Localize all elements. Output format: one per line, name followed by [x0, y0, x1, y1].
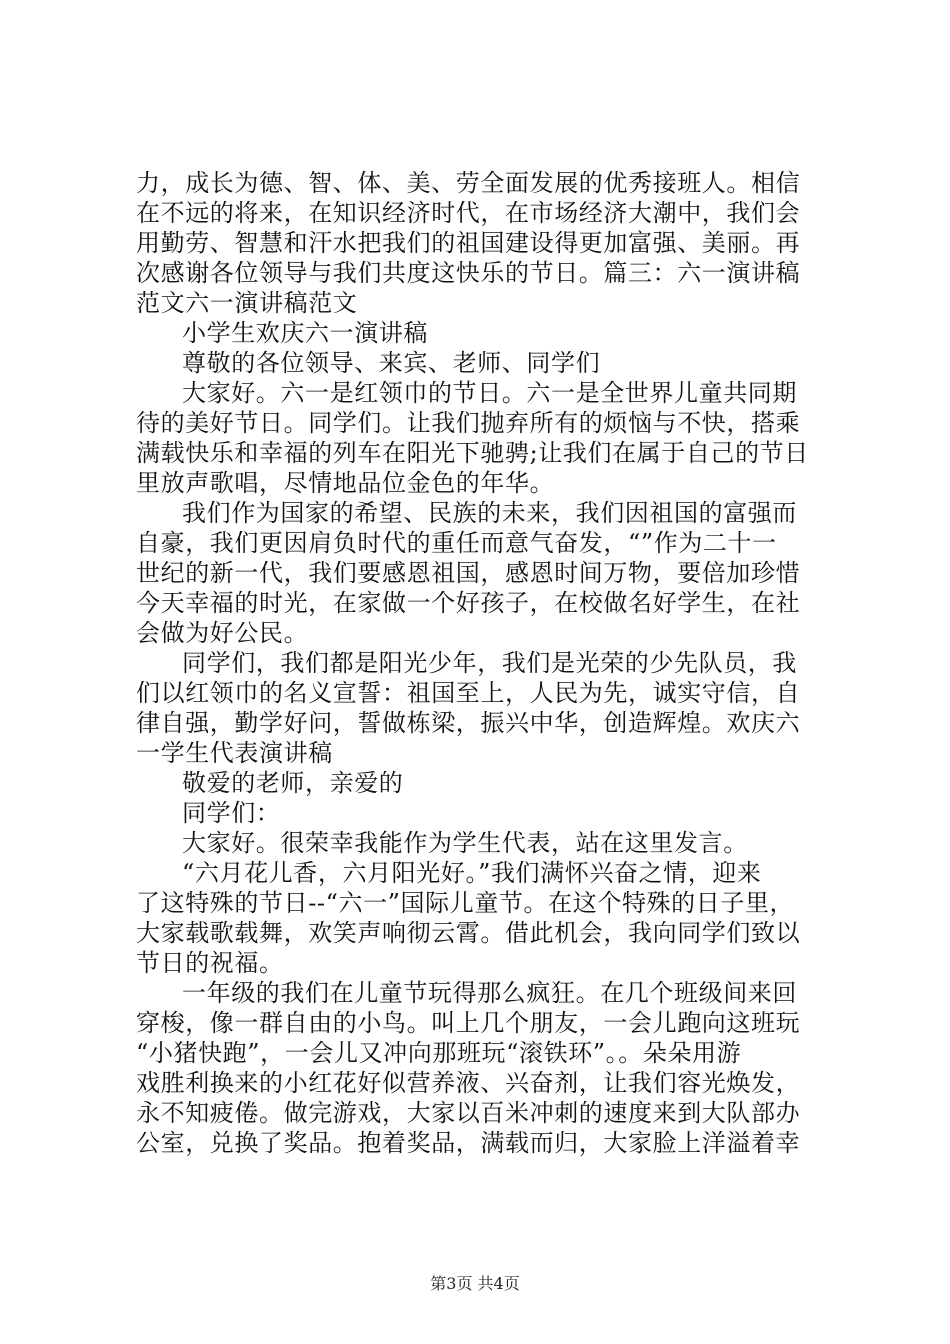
text-line: 同学们，我们都是阳光少年，我们是光荣的少先队员，我: [182, 649, 797, 677]
document-body: [136, 168, 836, 1158]
text-line: 用勤劳、智慧和汗水把我们的祖国建设得更加富强、美丽。再: [136, 229, 801, 257]
text-line: 次感谢各位领导与我们共度这快乐的节日。篇三：六一演讲稿: [136, 259, 801, 287]
text-line: “小猪快跑”，一会儿又冲向那班玩“滚铁环”。。朵朵用游: [136, 1039, 742, 1067]
page-number-footer: 第3页 共4页: [430, 1274, 520, 1293]
text-line: 自豪，我们更因肩负时代的重任而意气奋发，“”作为二十一: [136, 529, 777, 557]
text-line: 同学们：: [182, 799, 281, 827]
text-line: 力，成长为德、智、体、美、劳全面发展的优秀接班人。相信: [136, 169, 801, 197]
text-line: 节日的祝福。: [136, 949, 284, 977]
text-line: 们以红领巾的名义宣誓：祖国至上，人民为先，诚实守信，自: [136, 679, 801, 707]
text-line: 小学生欢庆六一演讲稿: [182, 319, 428, 347]
text-line: 我们作为国家的希望、民族的未来，我们因祖国的富强而: [182, 499, 797, 527]
text-line: 永不知疲倦。做完游戏，大家以百米冲刺的速度来到大队部办: [136, 1099, 801, 1127]
text-line: 大家载歌载舞，欢笑声响彻云霄。借此机会，我向同学们致以: [136, 919, 801, 947]
text-line: 公室，兑换了奖品。抱着奖品，满载而归，大家脸上洋溢着幸: [136, 1129, 801, 1157]
text-line: 敬爱的老师，亲爱的: [182, 769, 404, 797]
text-line: 穿梭，像一群自由的小鸟。叫上几个朋友，一会儿跑向这班玩: [136, 1009, 801, 1037]
text-line: 大家好。很荣幸我能作为学生代表，站在这里发言。: [182, 829, 748, 857]
text-line: 大家好。六一是红领巾的节日。六一是全世界儿童共同期: [182, 379, 797, 407]
text-line: 今天幸福的时光，在家做一个好孩子，在校做名好学生，在社: [136, 589, 801, 617]
text-line: 戏胜利换来的小红花好似营养液、兴奋剂，让我们容光焕发，: [136, 1069, 801, 1097]
text-line: 待的美好节日。同学们。让我们抛弃所有的烦恼与不快，搭乘: [136, 409, 801, 437]
text-line: 里放声歌唱，尽情地品位金色的年华。: [136, 469, 555, 497]
text-line: 在不远的将来，在知识经济时代，在市场经济大潮中，我们会: [136, 199, 801, 227]
text-line: 会做为好公民。: [136, 619, 309, 647]
text-line: 世纪的新一代，我们要感恩祖国，感恩时间万物，要倍加珍惜: [136, 559, 801, 587]
text-line: 一学生代表演讲稿: [136, 739, 333, 767]
text-line: 一年级的我们在儿童节玩得那么疯狂。在几个班级间来回: [182, 979, 797, 1007]
text-line: 满载快乐和幸福的列车在阳光下驰骋;让我们在属于自己的节日: [136, 439, 809, 467]
text-line: 范文六一演讲稿范文: [136, 289, 358, 317]
text-line: 律自强，勤学好问，誓做栋梁，振兴中华，创造辉煌。欢庆六: [136, 709, 801, 737]
text-line: 尊敬的各位领导、来宾、老师、同学们: [182, 349, 601, 377]
text-line: 了这特殊的节日--“六一”国际儿童节。在这个特殊的日子里，: [136, 889, 795, 917]
text-line: “六月花儿香，六月阳光好。”我们满怀兴奋之情，迎来: [182, 859, 762, 887]
